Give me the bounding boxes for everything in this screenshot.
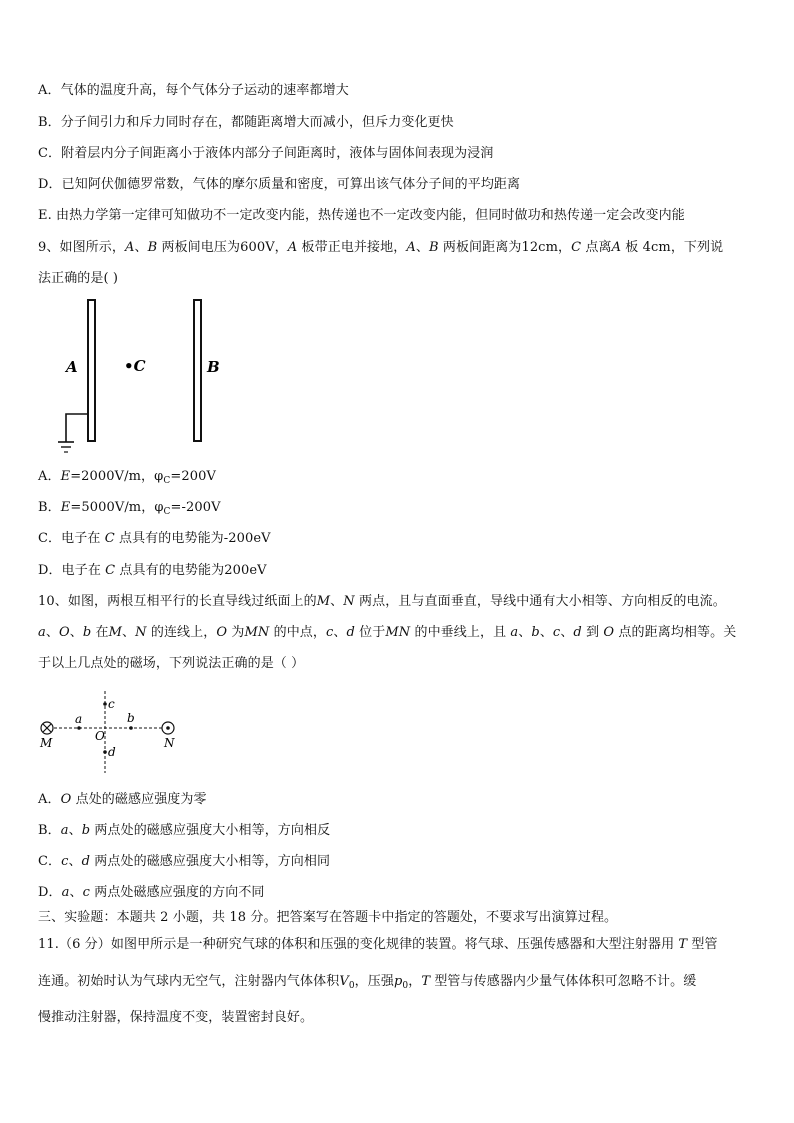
label-a: a: [75, 712, 83, 726]
q9-option-c: C．电子在 C 点具有的电势能为-200eV: [38, 531, 271, 546]
section-3-heading: 三、实验题：本题共 2 小题，共 18 分。把答案写在答题卡中指定的答题处，不要求写出演算过程。: [38, 910, 618, 925]
point-c: [103, 702, 107, 706]
q11-stem-line1: 11.（6 分）如图甲所示是一种研究气球的体积和压强的变化规律的装置。将气球、压强传感器和大型注射器用 T 型管: [38, 937, 718, 952]
q10-figure-wires: [36, 688, 186, 776]
q10-option-b: B．a、b 两点处的磁感应强度大小相等，方向相反: [38, 823, 331, 838]
q9-option-d: D．电子在 C 点具有的电势能为200eV: [38, 563, 267, 578]
label-m: M: [40, 736, 53, 750]
q8-option-e: E. 由热力学第一定律可知做功不一定改变内能，热传递也不一定改变内能，但同时做功和热传递一定会改变内能: [38, 208, 685, 223]
q8-option-b: B．分子间引力和斥力同时存在，都随距离增大而减小，但斥力变化更快: [38, 115, 454, 130]
label-d: d: [108, 745, 116, 759]
q8-option-c: C．附着层内分子间距离小于液体内部分子间距离时，液体与固体间表现为浸润: [38, 146, 494, 161]
q10-stem-line1: 10、如图，两根互相平行的长直导线过纸面上的M、N 两点，且与直面垂直，导线中通有大小相等、方向相反的电流。: [38, 594, 726, 609]
label-c: c: [108, 697, 115, 711]
point-b: [129, 726, 133, 730]
point-a: [77, 726, 81, 730]
q10-option-a: A．O 点处的磁感应强度为零: [38, 792, 207, 807]
q10-stem-line2: a、O、b 在M、N 的连线上，O 为MN 的中点，c、d 位于MN 的中垂线上，且 a、b、c、d 到 O 点的距离均相等。关: [38, 625, 737, 640]
plate-b-label: B: [207, 358, 220, 376]
plate-b: [194, 300, 201, 441]
point-d: [103, 750, 107, 754]
q10-option-d: D．a、c 两点处磁感应强度的方向不同: [38, 885, 265, 900]
q10-stem-line3: 于以上几点处的磁场，下列说法正确的是（ ）: [38, 656, 305, 671]
label-b: b: [127, 711, 135, 725]
q8-option-a: A．气体的温度升高，每个气体分子运动的速率都增大: [38, 83, 349, 98]
plate-a-label: A: [66, 358, 78, 376]
label-n: N: [164, 736, 175, 750]
q9-option-b: B．E=5000V/m，$\varphi_C=-200V$: [38, 500, 221, 517]
ground-wire: [66, 414, 88, 442]
label-o: O: [95, 729, 105, 743]
q8-option-d: D．已知阿伏伽德罗常数，气体的摩尔质量和密度，可算出该气体分子间的平均距离: [38, 177, 521, 192]
q9-stem-line1: 9、如图所示，A、B 两板间电压为600V，A 板带正电并接地，A、B 两板间距离为12cm，C 点离A 板 4cm，下列说: [38, 240, 724, 255]
q9-stem-line2: 法正确的是( ): [38, 271, 119, 286]
q9-option-a: A．E=2000V/m，$\varphi_C=200V$: [38, 469, 216, 486]
plate-a: [88, 300, 95, 441]
q10-option-c: C．c、d 两点处的磁感应强度大小相等，方向相同: [38, 854, 331, 869]
q11-stem-line3: 慢推动注射器，保持温度不变，装置密封良好。: [38, 1010, 314, 1025]
q9-figure-capacitor: [50, 296, 230, 461]
q11-stem-line2: 连通。初始时认为气球内无空气，注射器内气体体积$V_0$，压强$p_0$，T 型管与传感器内少量气体体积可忽略不计。缓: [38, 974, 697, 991]
point-c-label: •C: [124, 357, 146, 375]
